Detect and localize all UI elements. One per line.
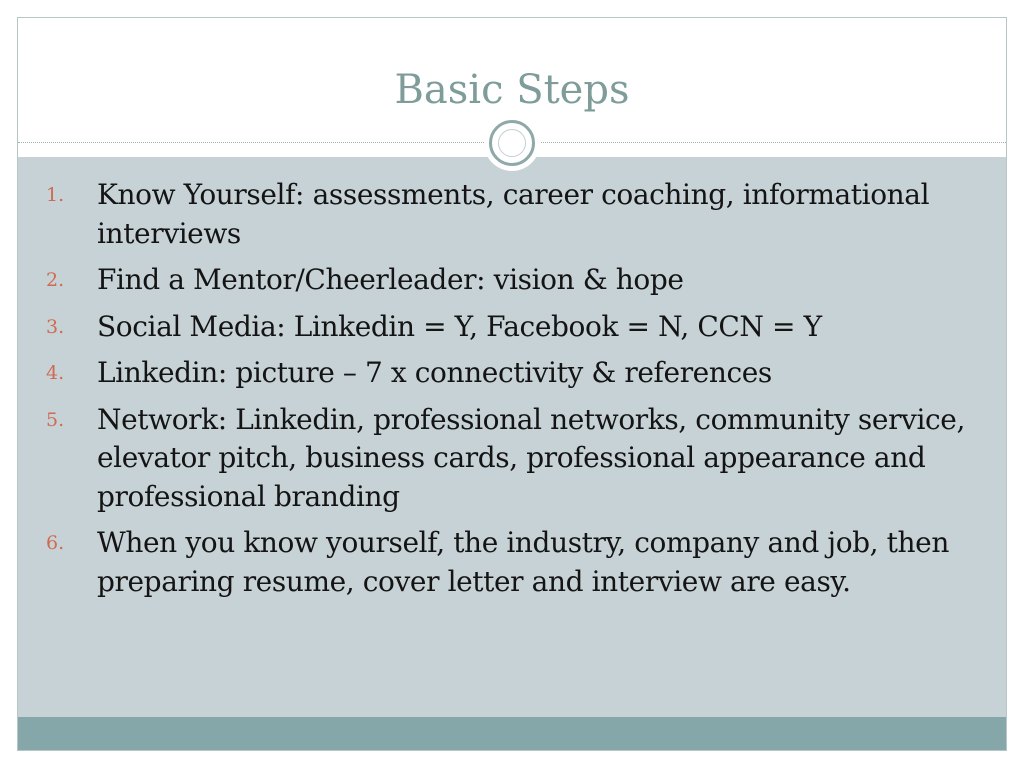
circle-inner-icon — [498, 129, 526, 157]
step-item — [18, 524, 978, 601]
step-item — [18, 176, 978, 253]
step-number: 4. — [46, 362, 65, 384]
step-number: 3. — [46, 315, 65, 338]
footer-band — [18, 717, 1006, 751]
steps-list — [18, 176, 978, 609]
step-item — [18, 308, 978, 347]
step-number: 1. — [46, 184, 65, 206]
step-text: Network: Linkedin, professional networks, community service, elevator pitch, business cards, professional appearance and professional branding — [97, 402, 965, 513]
step-number: 2. — [46, 269, 65, 291]
step-number: 6. — [46, 532, 65, 554]
step-text: Find a Mentor/Cheerleader: vision & hope — [97, 263, 684, 296]
step-item — [18, 401, 978, 517]
circle-ornament-icon — [484, 115, 540, 171]
circle-ring-icon — [489, 120, 535, 166]
step-text: Social Media: Linkedin = Y, Facebook = N, CCN = Y — [97, 309, 822, 343]
slide-title: Basic Steps — [394, 67, 630, 113]
step-number: 5. — [46, 408, 65, 431]
step-item — [18, 261, 978, 300]
step-text: Linkedin: picture – 7 x connectivity & references — [97, 356, 772, 389]
slide — [17, 17, 1007, 751]
step-text: When you know yourself, the industry, company and job, then preparing resume, cover letter and interview are easy. — [97, 526, 949, 598]
step-text: Know Yourself: assessments, career coaching, informational interviews — [97, 178, 930, 250]
step-item — [18, 354, 978, 393]
